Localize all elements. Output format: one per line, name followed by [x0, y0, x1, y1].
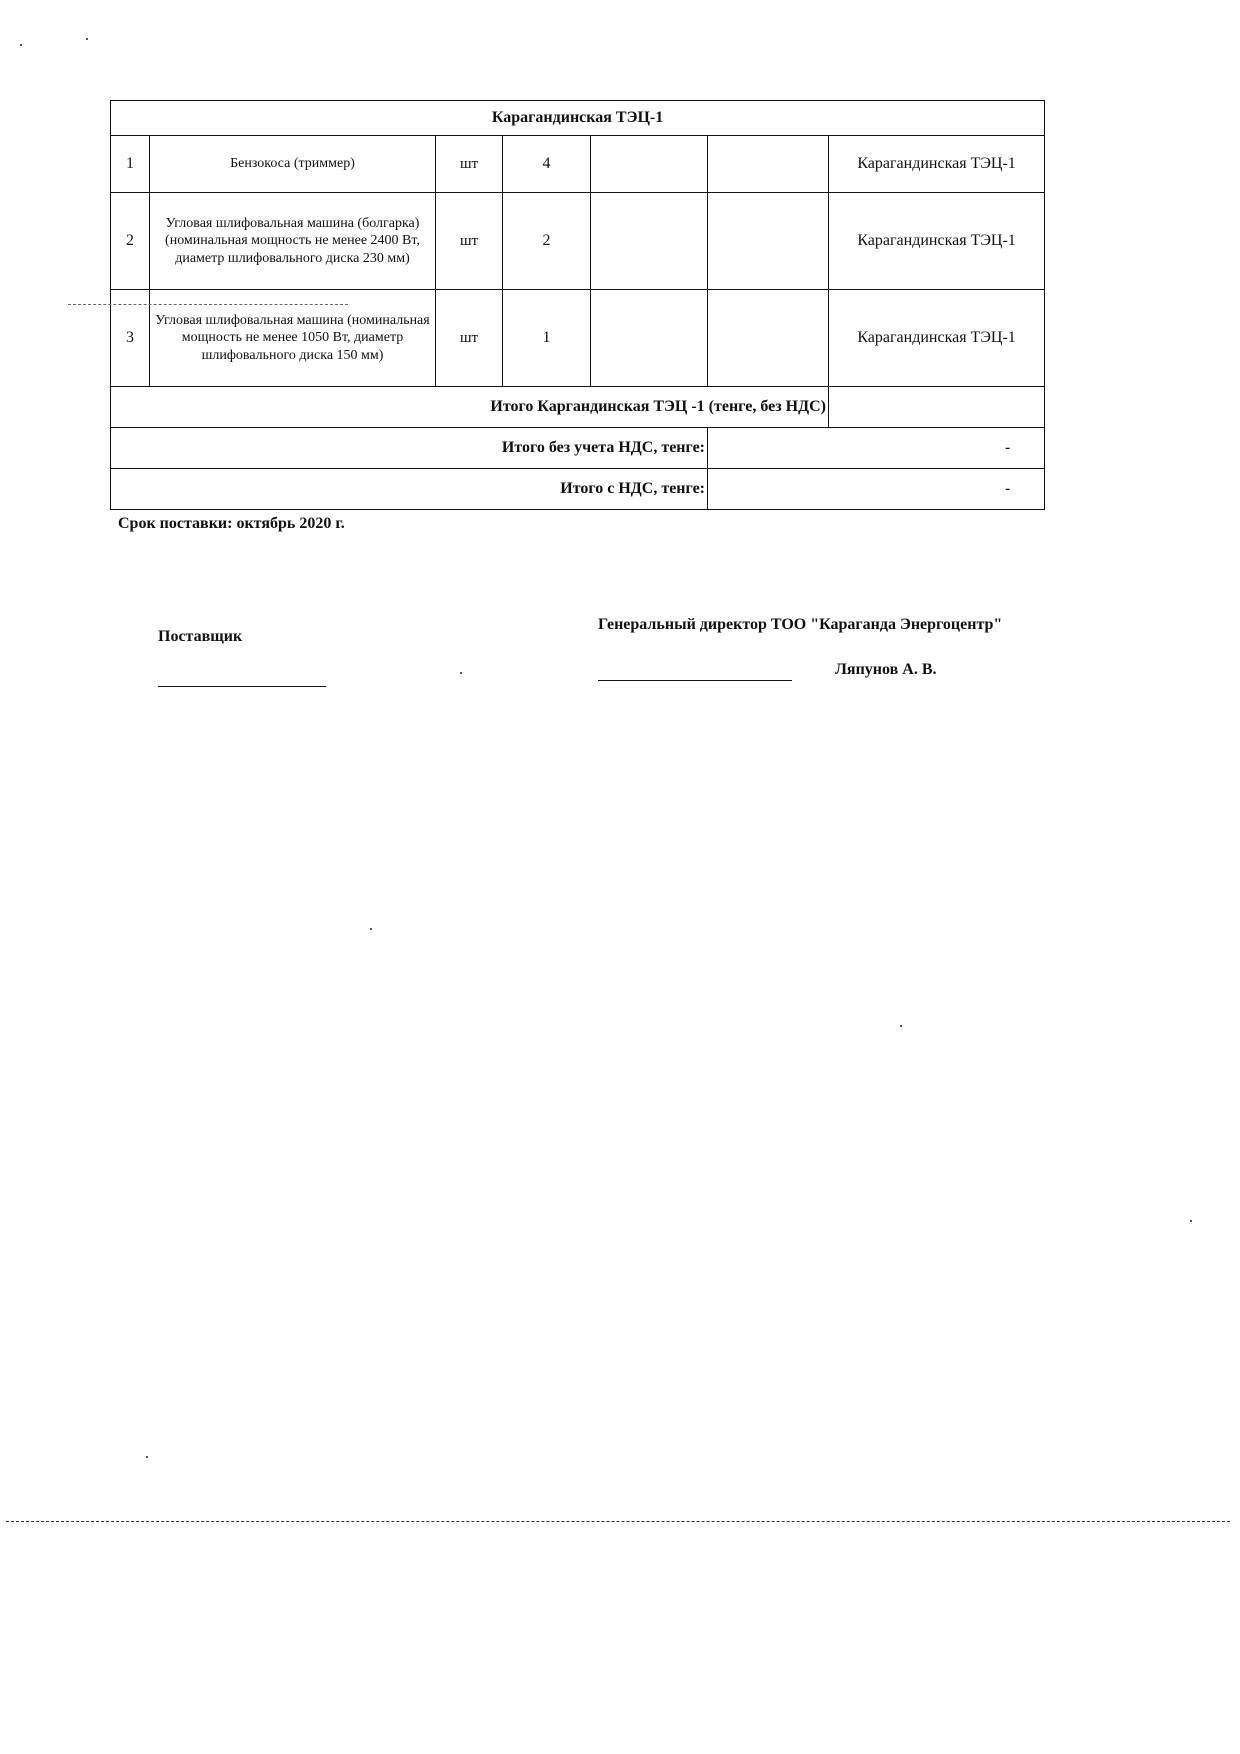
- item-unit: шт: [436, 136, 503, 193]
- item-unit: шт: [436, 193, 503, 290]
- item-quantity: 4: [503, 136, 591, 193]
- total-with-vat-row: [111, 469, 1045, 510]
- director-signature-line: [598, 680, 792, 681]
- item-location: Карагандинская ТЭЦ-1: [829, 136, 1045, 193]
- total-no-vat-label: Итого без учета НДС, тенге:: [111, 428, 708, 469]
- item-price: [591, 290, 708, 387]
- table-row: [111, 136, 1045, 193]
- total-no-vat-row: [111, 428, 1045, 469]
- total-no-vat-value: -: [708, 428, 1045, 469]
- scan-speck: [86, 38, 88, 40]
- scan-artifact-line: [68, 304, 348, 305]
- item-name: Угловая шлифовальная машина (болгарка) (номинальная мощность не менее 2400 Вт, диаметр шлифовального диска 230 мм): [150, 193, 436, 290]
- item-quantity: 2: [503, 193, 591, 290]
- scan-speck: [146, 1456, 148, 1458]
- item-location: Карагандинская ТЭЦ-1: [829, 193, 1045, 290]
- item-name: Бензокоса (триммер): [150, 136, 436, 193]
- director-name: Ляпунов А. В.: [835, 661, 937, 678]
- table-row: [111, 193, 1045, 290]
- scan-speck: [900, 1025, 902, 1027]
- table-header: Карагандинская ТЭЦ-1: [111, 101, 1045, 136]
- item-sum: [708, 136, 829, 193]
- item-price: [591, 193, 708, 290]
- scan-speck: [20, 44, 22, 46]
- total-with-vat-value: -: [708, 469, 1045, 510]
- scan-artifact-line: [6, 1521, 1230, 1522]
- row-number: 2: [111, 193, 150, 290]
- station-total-value: [829, 387, 1045, 428]
- item-name: Угловая шлифовальная машина (номинальная мощность не менее 1050 Вт, диаметр шлифовального диска 150 мм): [150, 290, 436, 387]
- total-with-vat-label: Итого с НДС, тенге:: [111, 469, 708, 510]
- scan-speck: [1190, 1220, 1192, 1222]
- row-number: 1: [111, 136, 150, 193]
- item-unit: шт: [436, 290, 503, 387]
- item-sum: [708, 193, 829, 290]
- station-total-row: [111, 387, 1045, 428]
- item-price: [591, 136, 708, 193]
- row-number: 3: [111, 290, 150, 387]
- director-label: Генеральный директор ТОО "Караганда Энергоцентр": [598, 616, 1003, 633]
- scan-speck: [370, 928, 372, 930]
- station-total-label: Итого Каргандинская ТЭЦ -1 (тенге, без НДС): [111, 387, 829, 428]
- delivery-term: Срок поставки: октябрь 2020 г.: [118, 515, 345, 532]
- supplier-label: Поставщик: [158, 628, 243, 645]
- item-sum: [708, 290, 829, 387]
- item-quantity: 1: [503, 290, 591, 387]
- item-location: Карагандинская ТЭЦ-1: [829, 290, 1045, 387]
- specification-table: [110, 100, 1045, 510]
- scan-speck: [460, 672, 462, 674]
- supplier-signature-line: [158, 686, 326, 687]
